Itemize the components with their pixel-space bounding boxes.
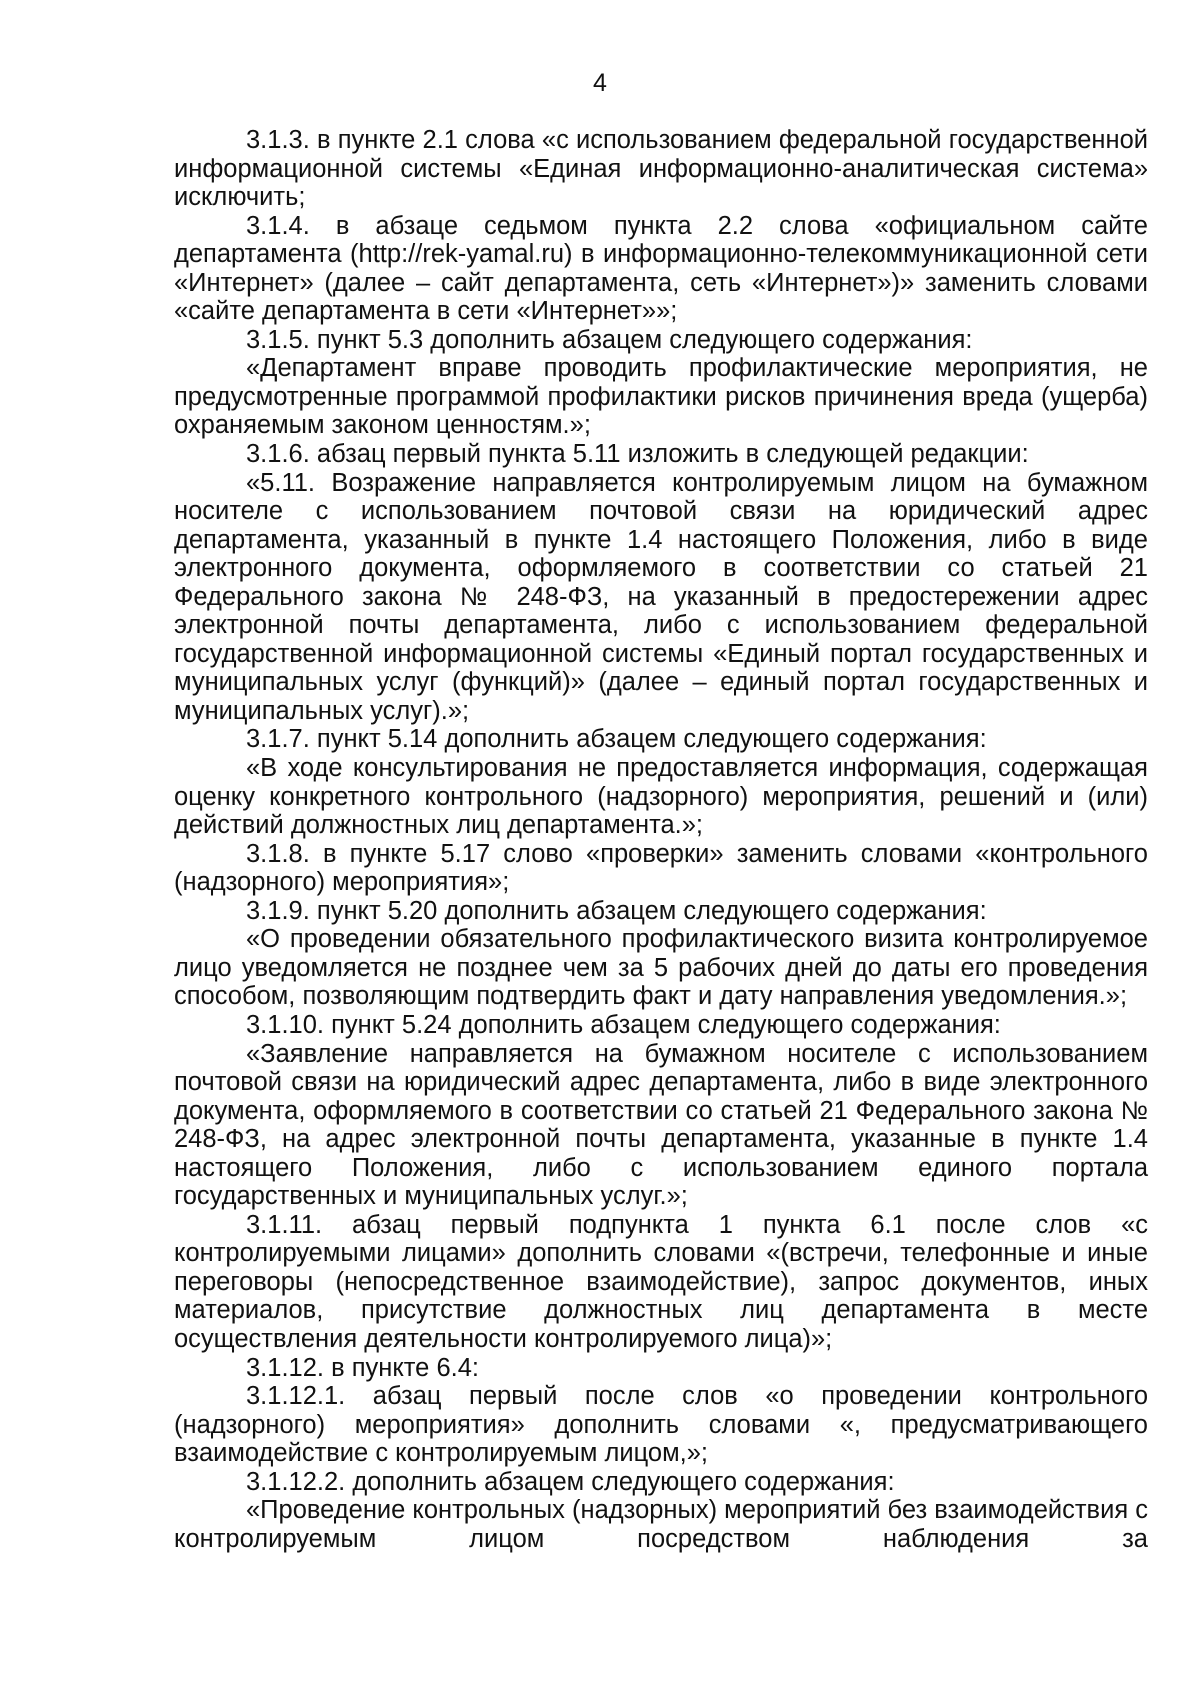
- paragraph-3-1-8: 3.1.8. в пункте 5.17 слово «проверки» заменить словами «контрольного (надзорного) мероприятия»;: [174, 839, 1148, 897]
- document-body: [174, 126, 1148, 1553]
- paragraph-3-1-5-quote: «Департамент вправе проводить профилактические мероприятия, не предусмотренные программой профилактики рисков причинения вреда (ущерба) охраняемым законом ценностям.»;: [174, 354, 1148, 440]
- paragraph-3-1-12: 3.1.12. в пункте 6.4:: [246, 1353, 479, 1382]
- paragraph-3-1-5: 3.1.5. пункт 5.3 дополнить абзацем следующего содержания:: [246, 325, 973, 354]
- paragraph-3-1-4: 3.1.4. в абзаце седьмом пункта 2.2 слова «официальном сайте департамента (http://rek-yamal.ru) в информационно-телекоммуникационной сети «Интернет» (далее – сайт департамента, сеть «Интернет»)» заменить словами «сайте департамента в сети «Интернет»»;: [174, 211, 1148, 326]
- paragraph-3-1-12-2-quote: «Проведение контрольных (надзорных) мероприятий без взаимодействия с контролируемым лицом посредством наблюдения за: [174, 1496, 1148, 1553]
- paragraph-3-1-12-2: 3.1.12.2. дополнить абзацем следующего содержания:: [246, 1467, 895, 1496]
- paragraph-3-1-7: 3.1.7. пункт 5.14 дополнить абзацем следующего содержания:: [246, 725, 987, 754]
- paragraph-3-1-7-quote: «В ходе консультирования не предоставляется информация, содержащая оценку конкретного контрольного (надзорного) мероприятия, решений и (или) действий должностных лиц департамента.»;: [174, 754, 1148, 840]
- paragraph-3-1-11: 3.1.11. абзац первый подпункта 1 пункта 6.1 после слов «с контролируемыми лицами» дополнить словами «(встречи, телефонные и иные переговоры (непосредственное взаимодействие), запрос документов, иных материалов, присутствие должностных лиц департамента в месте осуществления деятельности контролируемого лица)»;: [174, 1210, 1148, 1353]
- paragraph-3-1-10-quote: «Заявление направляется на бумажном носителе с использованием почтовой связи на юридический адрес департамента, либо в виде электронного документа, оформляемого в соответствии со статьей 21 Федерального закона № 248-ФЗ, на адрес электронной почты департамента, указанные в пункте 1.4 настоящего Положения, либо с использованием единого портала государственных и муниципальных услуг.»;: [174, 1039, 1148, 1211]
- page-number: 4: [593, 69, 607, 97]
- paragraph-3-1-10: 3.1.10. пункт 5.24 дополнить абзацем следующего содержания:: [246, 1010, 1001, 1039]
- paragraph-3-1-3: 3.1.3. в пункте 2.1 слова «с использованием федеральной государственной информационной системы «Единая информационно-аналитическая система» исключить;: [174, 126, 1148, 212]
- paragraph-3-1-9-quote: «О проведении обязательного профилактического визита контролируемое лицо уведомляется не позднее чем за 5 рабочих дней до даты его проведения способом, позволяющим подтвердить факт и дату направления уведомления.»;: [174, 925, 1148, 1011]
- paragraph-3-1-6-quote: «5.11. Возражение направляется контролируемым лицом на бумажном носителе с использованием почтовой связи на юридический адрес департамента, указанный в пункте 1.4 настоящего Положения, либо в виде электронного документа, оформляемого в соответствии со статьей 21 Федерального закона № 248-ФЗ, на указанный в предостережении адрес электронной почты департамента, либо с использованием федеральной государственной информационной системы «Единый портал государственных и муниципальных услуг (функций)» (далее – единый портал государственных и муниципальных услуг).»;: [174, 468, 1148, 725]
- paragraph-3-1-12-1: 3.1.12.1. абзац первый после слов «о проведении контрольного (надзорного) мероприятия» дополнить словами «, предусматривающего взаимодействие с контролируемым лицом,»;: [174, 1382, 1148, 1468]
- paragraph-3-1-9: 3.1.9. пункт 5.20 дополнить абзацем следующего содержания:: [246, 896, 987, 925]
- paragraph-3-1-6: 3.1.6. абзац первый пункта 5.11 изложить в следующей редакции:: [246, 440, 1029, 469]
